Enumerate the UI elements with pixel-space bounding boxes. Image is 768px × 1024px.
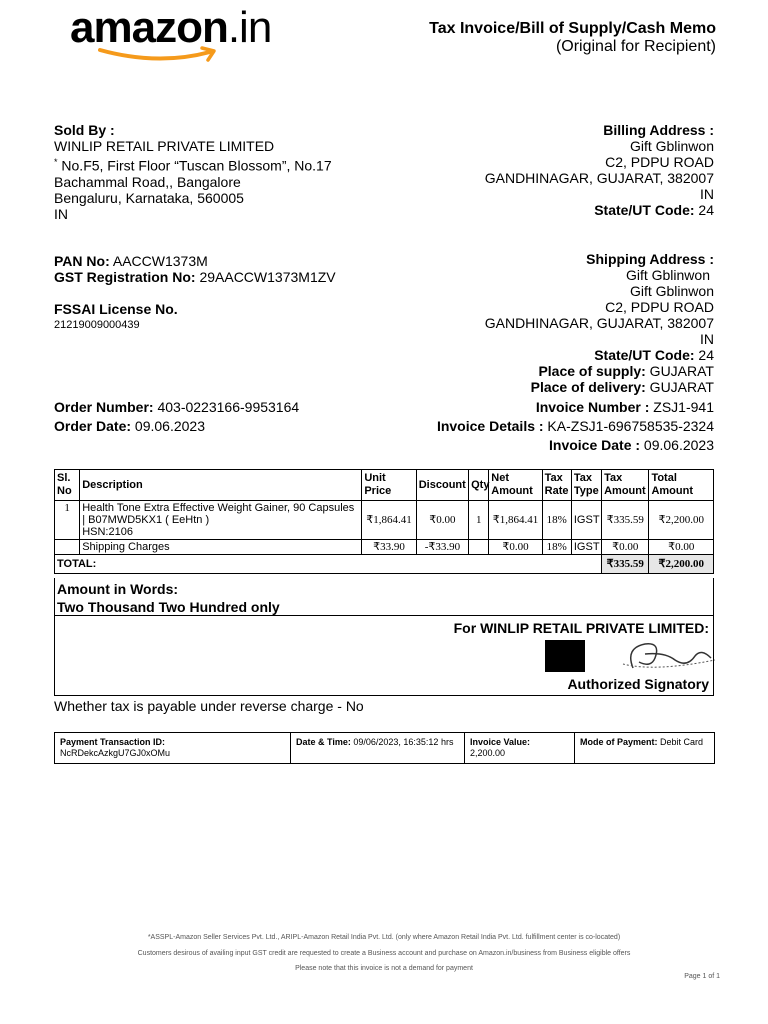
billing-name: Gift Gblinwon: [629, 138, 714, 154]
shipping-discount: -₹33.90: [416, 540, 468, 555]
item-discount: ₹0.00: [416, 501, 468, 540]
logo-text: amazon: [70, 3, 228, 52]
txn-value: NcRDekcAzkgU7GJ0xOMu: [60, 748, 171, 758]
table-header-row: [55, 470, 714, 501]
invoice-subtitle: (Original for Recipient): [555, 38, 716, 55]
tax-ids-block: [54, 253, 336, 333]
column-header: Sl. No: [55, 470, 80, 501]
invoice-info-block: [437, 398, 714, 455]
billing-country: IN: [700, 186, 714, 202]
shipping-unit-price: ₹33.90: [362, 540, 416, 555]
item-net: ₹1,864.41: [489, 501, 542, 540]
authorized-signatory: Authorized Signatory: [567, 676, 709, 692]
page-number: Page 1 of 1: [684, 973, 720, 980]
invoice-date-label: Invoice Date :: [549, 437, 641, 453]
item-description: [80, 501, 362, 540]
column-header: Total Amount: [649, 470, 714, 501]
place-delivery-value: GUJARAT: [645, 379, 714, 395]
payment-txn-cell: [55, 733, 291, 764]
item-unit-price: ₹1,864.41: [362, 501, 416, 540]
smile-arrow-icon: [98, 46, 228, 64]
fssai-label: FSSAI License No.: [54, 301, 178, 317]
txn-label: Payment Transaction ID:: [60, 737, 166, 747]
shipping-tax: ₹0.00: [602, 540, 649, 555]
seller-address-4: IN: [54, 205, 68, 222]
order-number-value: 403-0223166-9953164: [153, 399, 300, 415]
order-date-label: Order Date:: [54, 418, 132, 434]
column-header: Discount: [416, 470, 468, 501]
seller-name: WINLIP RETAIL PRIVATE LIMITED: [54, 138, 275, 154]
dt-value: 09/06/2023, 16:35:12 hrs: [350, 737, 454, 747]
empty-cell: [55, 540, 80, 555]
shipping-label: Shipping Address :: [586, 251, 714, 267]
payment-info-table: [54, 732, 715, 764]
shipping-name-1: Gift Gblinwon: [625, 267, 710, 283]
empty-cell: [469, 540, 489, 555]
column-header: Tax Type: [571, 470, 601, 501]
mode-label: Mode of Payment:: [580, 737, 658, 747]
logo-suffix: .in: [227, 3, 272, 52]
redaction-block: [545, 640, 585, 672]
column-header: Unit Price: [362, 470, 416, 501]
shipping-desc: Shipping Charges: [80, 540, 362, 555]
place-supply-value: GUJARAT: [645, 363, 714, 379]
seller-block: [54, 122, 332, 222]
payment-dt-cell: [291, 733, 465, 764]
footer-line-1: *ASSPL-Amazon Seller Services Pvt. Ltd., ARIPL-Amazon Retail India Pvt. Ltd. (only where Amazon Retail India Pvt. Ltd. fulfillment center is co-located): [147, 934, 621, 941]
payment-row: [55, 733, 715, 764]
place-delivery-label: Place of delivery:: [530, 379, 646, 395]
order-block: [54, 398, 299, 436]
amount-words-label: Amount in Words:: [57, 581, 179, 597]
amount-in-words-box: [54, 578, 714, 616]
billing-block: [485, 122, 714, 218]
billing-label: Billing Address :: [603, 122, 714, 138]
shipping-total: ₹0.00: [649, 540, 714, 555]
shipping-country: IN: [700, 331, 714, 347]
item-hsn: HSN:2106: [82, 526, 133, 538]
fssai-value: 21219009000439: [54, 319, 140, 331]
pan-value: AACCW1373M: [109, 253, 208, 269]
amazon-logo: [70, 2, 290, 62]
shipping-net: ₹0.00: [489, 540, 542, 555]
item-qty: 1: [469, 501, 489, 540]
inv-value: 2,200.00: [470, 748, 506, 758]
shipping-rate: 18%: [542, 540, 571, 555]
billing-state-value: 24: [694, 202, 714, 218]
item-total: ₹2,200.00: [649, 501, 714, 540]
seller-address-2: Bachammal Road,, Bangalore: [54, 173, 241, 190]
amount-words-value: Two Thousand Two Hundred only: [57, 599, 280, 615]
billing-line2: GANDHINAGAR, GUJARAT, 382007: [484, 170, 714, 186]
seller-address-1: No.F5, First Floor “Tuscan Blossom”, No.17: [57, 157, 332, 174]
item-sl: 1: [55, 501, 80, 540]
invoice-title: Tax Invoice/Bill of Supply/Cash Memo: [429, 20, 716, 37]
shipping-line1: C2, PDPU ROAD: [605, 299, 714, 315]
total-label: TOTAL:: [55, 555, 602, 574]
total-row: [55, 555, 714, 574]
footer-line-2: Customers desirous of availing input GST credit are requested to create a Business account and purchase on Amazon.in/business from Business eligible offers: [137, 950, 631, 957]
invoice-number-value: ZSJ1-941: [649, 399, 714, 415]
column-header: Net Amount: [489, 470, 542, 501]
seller-address-3: Bengaluru, Karnataka, 560005: [54, 189, 244, 206]
shipping-line2: GANDHINAGAR, GUJARAT, 382007: [484, 315, 714, 331]
table-row: [55, 501, 714, 540]
billing-state-label: State/UT Code:: [594, 202, 695, 218]
table-row: [55, 540, 714, 555]
signature-icon: [615, 638, 725, 674]
footer-line-3: Please note that this invoice is not a demand for payment: [295, 965, 473, 972]
dt-label: Date & Time:: [296, 737, 351, 747]
invoice-number-label: Invoice Number :: [535, 399, 650, 415]
shipping-state-value: 24: [694, 347, 714, 363]
column-header: Tax Rate: [542, 470, 571, 501]
shipping-state-label: State/UT Code:: [594, 347, 695, 363]
item-rate: 18%: [542, 501, 571, 540]
gst-label: GST Registration No:: [54, 269, 196, 285]
total-tax: ₹335.59: [602, 555, 649, 574]
item-tax: ₹335.59: [602, 501, 649, 540]
reverse-charge-note: Whether tax is payable under reverse charge - No: [54, 698, 364, 714]
item-desc-line: Health Tone Extra Effective Weight Gainer, 90 Capsules | B07MWD5KX1 ( EeHtn ): [82, 502, 355, 526]
shipping-name-2: Gift Gblinwon: [629, 283, 714, 299]
pan-label: PAN No:: [54, 253, 110, 269]
billing-line1: C2, PDPU ROAD: [605, 154, 714, 170]
invoice-date-value: 09.06.2023: [640, 437, 714, 453]
column-header: Description: [80, 470, 362, 501]
invoice-items-table: [54, 469, 714, 574]
order-date-value: 09.06.2023: [131, 418, 205, 434]
column-header: Qty: [469, 470, 489, 501]
invoice-details-value: KA-ZSJ1-696758535-2324: [543, 418, 714, 434]
payment-inv-cell: [465, 733, 575, 764]
total-amount: ₹2,200.00: [649, 555, 714, 574]
shipping-type: IGST: [571, 540, 601, 555]
seller-asterisk: *: [54, 157, 58, 167]
for-company-label: For WINLIP RETAIL PRIVATE LIMITED:: [453, 620, 709, 636]
column-header: Tax Amount: [602, 470, 649, 501]
item-type: IGST: [571, 501, 601, 540]
mode-value: Debit Card: [657, 737, 704, 747]
inv-value-label: Invoice Value:: [470, 737, 531, 747]
order-number-label: Order Number:: [54, 399, 154, 415]
place-supply-label: Place of supply:: [538, 363, 646, 379]
invoice-details-label: Invoice Details :: [436, 418, 544, 434]
sold-by-label: Sold By :: [54, 122, 115, 138]
gst-value: 29AACCW1373M1ZV: [195, 269, 336, 285]
payment-mode-cell: [575, 733, 715, 764]
shipping-block: [485, 251, 714, 395]
signatory-box: [54, 616, 714, 696]
